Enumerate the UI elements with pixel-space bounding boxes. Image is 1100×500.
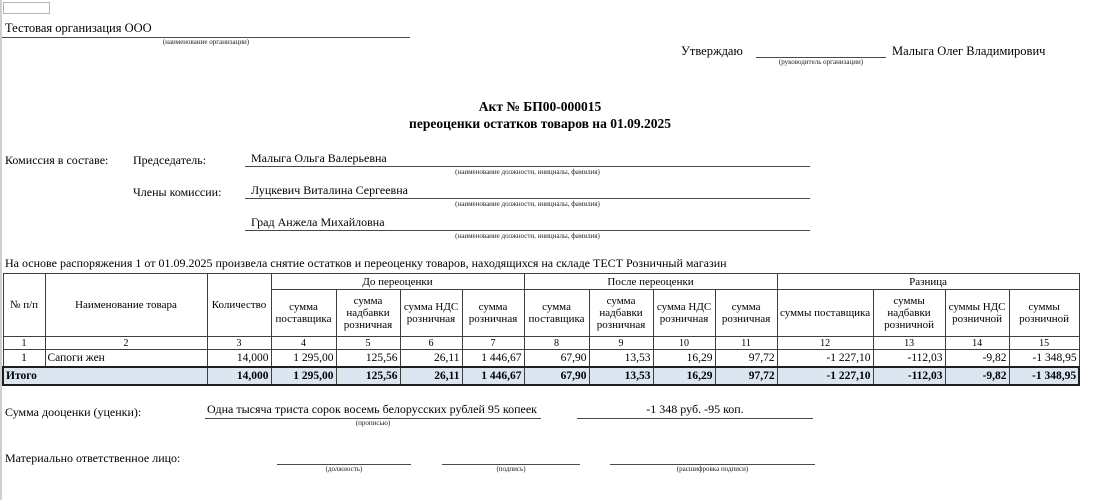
sub-header: суммы розничной xyxy=(1009,290,1079,337)
sub-header: суммы поставщика xyxy=(777,290,873,337)
total-value: 97,72 xyxy=(715,367,777,385)
organization-caption: (наименование организации) xyxy=(162,38,250,46)
sub-header: сумма надбавки розничная xyxy=(589,290,653,337)
signature-fullname-caption: (расшифровка подписи) xyxy=(676,465,749,473)
sum-in-digits-block xyxy=(577,401,813,419)
position-caption: (наименование должности, инициалы, фамилия) xyxy=(455,232,600,240)
col-header-quantity: Количество xyxy=(207,274,271,337)
col-number: 2 xyxy=(45,337,207,350)
document-title-line1: Акт № БП00-000015 xyxy=(478,99,602,114)
chairman-name: Малыга Ольга Валерьевна xyxy=(245,150,810,167)
total-value: 67,90 xyxy=(524,367,589,385)
sub-header: сумма поставщика xyxy=(524,290,589,337)
sum-in-words: Одна тысяча триста сорок восемь белорусских рублей 95 копеек xyxy=(205,401,541,419)
col-number: 9 xyxy=(589,337,653,350)
total-value: -1 227,10 xyxy=(777,367,873,385)
total-value: 26,11 xyxy=(400,367,462,385)
sum-words-caption: (прописью) xyxy=(355,419,391,427)
signature-position-underline xyxy=(277,452,411,465)
organization-name: Тестовая организация ООО xyxy=(2,20,410,38)
sub-header: сумма НДС розничная xyxy=(400,290,462,337)
sub-header: сумма розничная xyxy=(715,290,777,337)
cell-value: -1 227,10 xyxy=(777,350,873,368)
col-number: 10 xyxy=(653,337,715,350)
cell-value: 13,53 xyxy=(589,350,653,368)
col-number: 12 xyxy=(777,337,873,350)
cell-npp: 1 xyxy=(3,350,45,368)
sum-in-words-block xyxy=(205,401,541,428)
col-header-item-name: Наименование товара xyxy=(45,274,207,337)
position-caption: (наименование должности, инициалы, фамилия) xyxy=(455,200,600,208)
cell-value: 97,72 xyxy=(715,350,777,368)
member2-name-block xyxy=(245,214,810,241)
table-row xyxy=(3,350,1079,368)
signature-sign-caption: (подпись) xyxy=(496,465,526,473)
total-value: 13,53 xyxy=(589,367,653,385)
total-value: 1 446,67 xyxy=(462,367,524,385)
cell-value: 125,56 xyxy=(336,350,400,368)
sum-in-digits: -1 348 руб. -95 коп. xyxy=(577,401,813,419)
signature-fullname-block xyxy=(610,452,815,474)
signature-position-block xyxy=(277,452,411,474)
col-number: 14 xyxy=(945,337,1009,350)
col-number: 8 xyxy=(524,337,589,350)
cell-quantity: 14,000 xyxy=(207,350,271,368)
col-number: 7 xyxy=(462,337,524,350)
col-number: 3 xyxy=(207,337,271,350)
basis-line: На основе распоряжения 1 от 01.09.2025 произвела снятие остатков и переоценку товаров, находящихся на складе ТЕСТ Розничный магазин xyxy=(5,256,727,270)
chairman-name-block xyxy=(245,150,810,177)
responsible-person-label: Материально ответственное лицо: xyxy=(5,451,181,465)
table-column-numbers-row xyxy=(3,337,1079,350)
total-value: 16,29 xyxy=(653,367,715,385)
sub-header: сумма НДС розничная xyxy=(653,290,715,337)
revaluation-table xyxy=(2,273,1080,386)
cell-value: 67,90 xyxy=(524,350,589,368)
approve-caption: (руководитель организации) xyxy=(778,58,864,66)
cell-value: 26,11 xyxy=(400,350,462,368)
signature-sign-underline xyxy=(442,452,580,465)
group-header-difference: Разница xyxy=(777,274,1079,290)
col-header-npp: № п/п xyxy=(3,274,45,337)
position-caption: (наименование должности, инициалы, фамилия) xyxy=(455,168,600,176)
approve-label: Утверждаю xyxy=(681,44,743,58)
total-value: -1 348,95 xyxy=(1009,367,1079,385)
commission-label: Комиссия в составе: xyxy=(5,153,109,167)
col-number: 15 xyxy=(1009,337,1079,350)
total-label: Итого xyxy=(3,367,207,385)
total-value: 1 295,00 xyxy=(271,367,336,385)
active-cell-cursor[interactable] xyxy=(3,2,50,14)
members-label: Члены комиссии: xyxy=(133,185,222,199)
total-quantity: 14,000 xyxy=(207,367,271,385)
approver-name: Малыга Олег Владимирович xyxy=(892,44,1046,58)
total-value: -9,82 xyxy=(945,367,1009,385)
revaluation-sum-label: Сумма дооценки (уценки): xyxy=(5,405,142,419)
member2-name: Град Анжела Михайловна xyxy=(245,214,810,231)
sub-header: суммы НДС розничной xyxy=(945,290,1009,337)
member1-name: Луцкевич Виталина Сергеевна xyxy=(245,182,810,199)
col-number: 13 xyxy=(873,337,945,350)
window-left-edge xyxy=(0,0,2,500)
total-value: -112,03 xyxy=(873,367,945,385)
group-header-after: После переоценки xyxy=(524,274,777,290)
signature-sign-block xyxy=(442,452,580,474)
cell-value: -9,82 xyxy=(945,350,1009,368)
cell-value: 1 295,00 xyxy=(271,350,336,368)
sub-header: сумма надбавки розничная xyxy=(336,290,400,337)
col-number: 11 xyxy=(715,337,777,350)
approve-signature-block xyxy=(756,43,886,67)
cell-value: -112,03 xyxy=(873,350,945,368)
cell-value: 1 446,67 xyxy=(462,350,524,368)
approve-underline xyxy=(756,43,886,58)
col-number: 4 xyxy=(271,337,336,350)
col-number: 1 xyxy=(3,337,45,350)
sub-header: сумма поставщика xyxy=(271,290,336,337)
cell-item-name: Сапоги жен xyxy=(45,350,207,368)
signature-fullname-underline xyxy=(610,452,815,465)
sub-header: сумма розничная xyxy=(462,290,524,337)
sub-header: суммы надбавки розничной xyxy=(873,290,945,337)
signature-position-caption: (должность) xyxy=(325,465,363,473)
organization-block xyxy=(2,20,410,47)
total-value: 125,56 xyxy=(336,367,400,385)
table-total-row xyxy=(3,367,1079,385)
group-header-before: До переоценки xyxy=(271,274,524,290)
col-number: 6 xyxy=(400,337,462,350)
cell-value: -1 348,95 xyxy=(1009,350,1079,368)
col-number: 5 xyxy=(336,337,400,350)
document-title-line2: переоценки остатков товаров на 01.09.2025 xyxy=(409,116,671,131)
member1-name-block xyxy=(245,182,810,209)
table-group-header-row xyxy=(3,274,1079,290)
cell-value: 16,29 xyxy=(653,350,715,368)
chairman-label: Председатель: xyxy=(133,153,207,167)
